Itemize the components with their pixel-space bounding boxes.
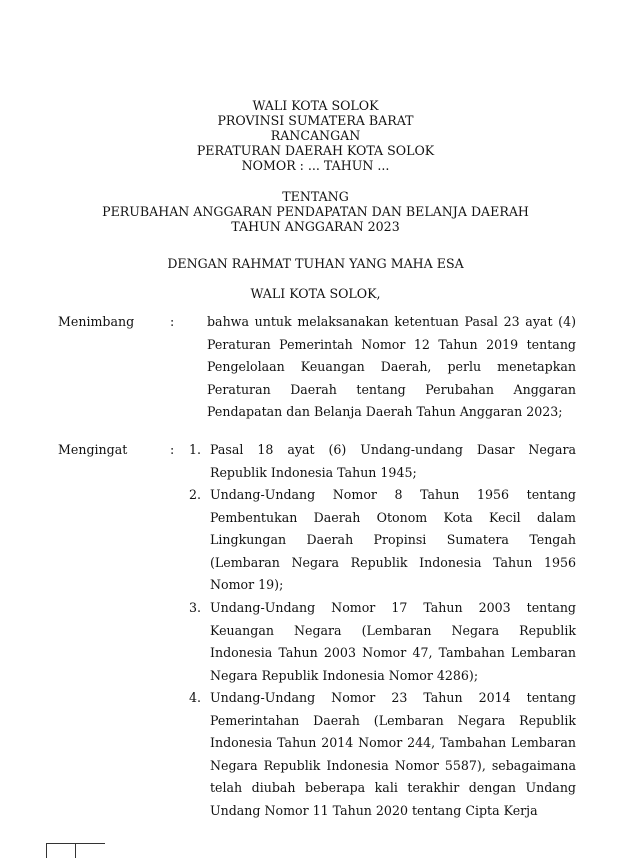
menimbang-colon: : [170, 314, 175, 329]
issuer-title: WALI KOTA SOLOK [252, 98, 379, 113]
regulation-number: NOMOR : ... TAHUN ... [241, 158, 390, 173]
subject-title: PERUBAHAN ANGGARAN PENDAPATAN DAN BELANJA DAERAH [102, 204, 529, 219]
issuer-text: WALI KOTA SOLOK, [250, 286, 381, 301]
fiscal-year: TAHUN ANGGARAN 2023 [231, 219, 400, 234]
list-item-number: 1. [189, 442, 202, 457]
province-title: PROVINSI SUMATERA BARAT [217, 113, 414, 128]
regulation-header [0, 98, 631, 173]
draft-label: RANCANGAN [270, 128, 361, 143]
mengingat-colon: : [170, 442, 175, 457]
menimbang-text: bahwa untuk melaksanakan ketentuan Pasal 23 ayat (4) Peraturan Pemerintah Nomor 12 Tahun 2019 tentang Pengelolaan Keuangan Daerah, perlu menetapkan Peraturan Daerah tentang Perubahan Anggaran Pendapatan dan Belanja Daerah Tahun Anggaran 2023; [207, 314, 576, 420]
blessing-line [0, 256, 631, 271]
issuer-line [0, 286, 631, 301]
list-item-text: Undang-Undang Nomor 23 Tahun 2014 tentang Pemerintahan Daerah (Lembaran Negara Republik Indonesia Tahun 2014 Nomor 244, Tambahan Lembaran Negara Republik Indonesia Nomor 5587), sebagaimana telah diubah beberapa kali terakhir dengan Undang Undang Nomor 11 Tahun 2020 tentang Cipta Kerja [210, 690, 576, 818]
list-item-number: 3. [189, 600, 202, 615]
menimbang-label: Menimbang [58, 314, 135, 329]
list-item-text: Pasal 18 ayat (6) Undang-undang Dasar Negara Republik Indonesia Tahun 1945; [210, 442, 576, 480]
blessing-text: DENGAN RAHMAT TUHAN YANG MAHA ESA [167, 256, 464, 271]
regulation-type: PERATURAN DAERAH KOTA SOLOK [196, 143, 435, 158]
list-item-text: Undang-Undang Nomor 17 Tahun 2003 tentang Keuangan Negara (Lembaran Negara Republik Indonesia Tahun 2003 Nomor 47, Tambahan Lembaran Negara Republik Indonesia Nomor 4286); [210, 600, 576, 683]
list-item-text: Undang-Undang Nomor 8 Tahun 1956 tentang Pembentukan Daerah Otonom Kota Kecil dalam Lingkungan Daerah Propinsi Sumatera Tengah (Lembaran Negara Republik Indonesia Tahun 1956 Nomor 19); [210, 487, 576, 593]
list-item-number: 4. [189, 690, 202, 705]
regulation-subject [0, 189, 631, 234]
mengingat-label: Mengingat [58, 442, 128, 457]
about-label: TENTANG [282, 189, 349, 204]
list-item-number: 2. [189, 487, 202, 502]
